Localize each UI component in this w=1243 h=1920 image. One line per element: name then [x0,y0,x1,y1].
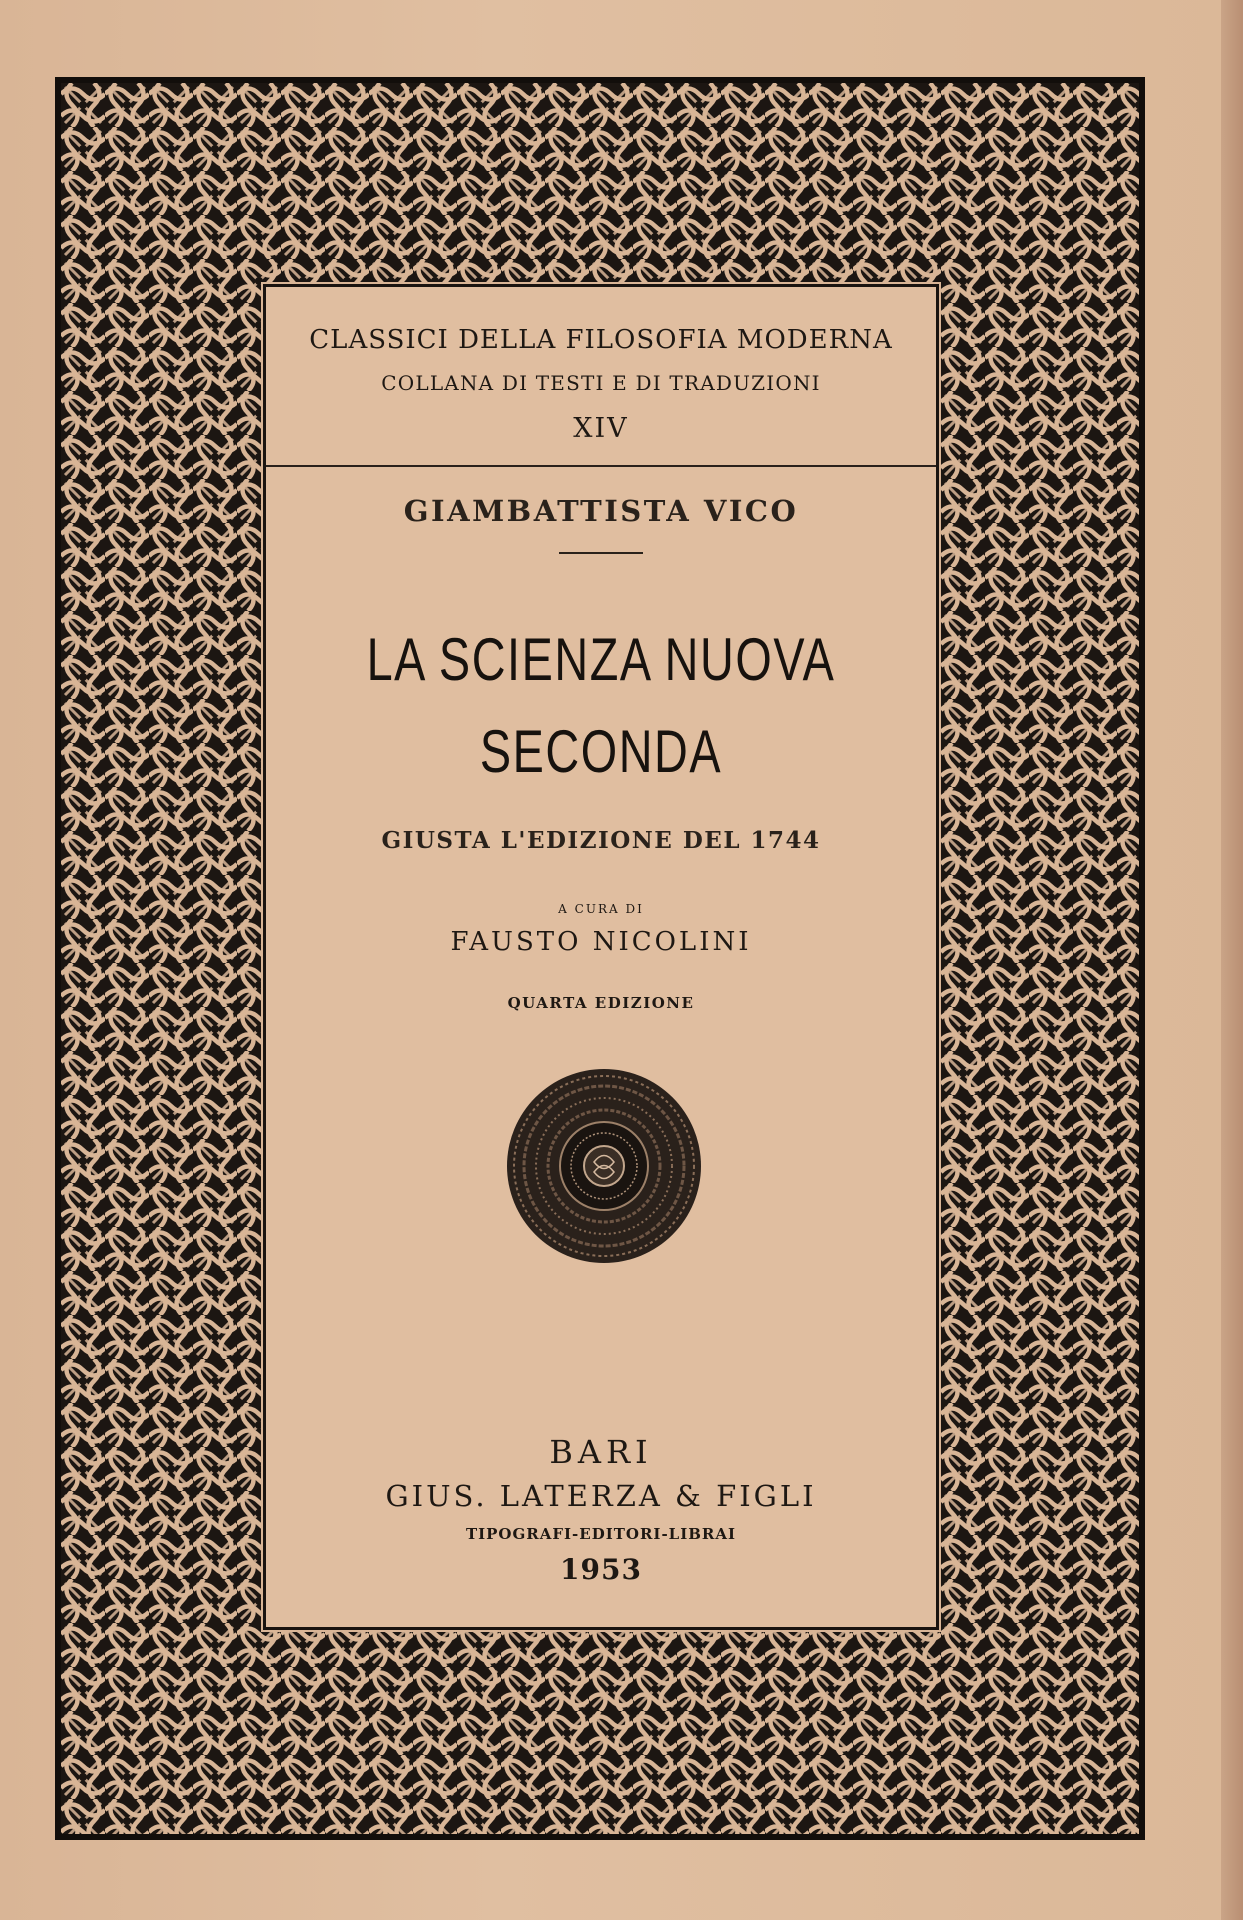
imprint-city: BARI [549,1433,653,1471]
title-panel [263,284,939,1630]
series-subtitle: COLLANA DI TESTI E DI TRADUZIONI [381,371,821,395]
book-subtitle: GIUSTA L'EDIZIONE DEL 1744 [381,827,821,854]
publisher-name: GIUS. LATERZA & FIGLI [385,1479,817,1513]
book-title-line2: SECONDA [479,718,723,785]
divider-rule [559,552,643,554]
edition-label: QUARTA EDIZIONE [507,994,695,1012]
spine-edge [1221,0,1243,1920]
book-title-line1: LA SCIENZA NUOVA [366,626,836,693]
publication-year: 1953 [560,1553,642,1586]
curator-name: FAUSTO NICOLINI [450,927,752,957]
series-title: CLASSICI DELLA FILOSOFIA MODERNA [309,325,893,355]
publisher-description: TIPOGRAFI-EDITORI-LIBRAI [465,1525,737,1543]
series-number: XIV [573,413,629,444]
author-name: GIAMBATTISTA VICO [403,494,799,528]
curator-label: A CURA DI [558,902,644,916]
series-header [266,287,936,467]
publisher-seal-emblem [505,1067,703,1265]
